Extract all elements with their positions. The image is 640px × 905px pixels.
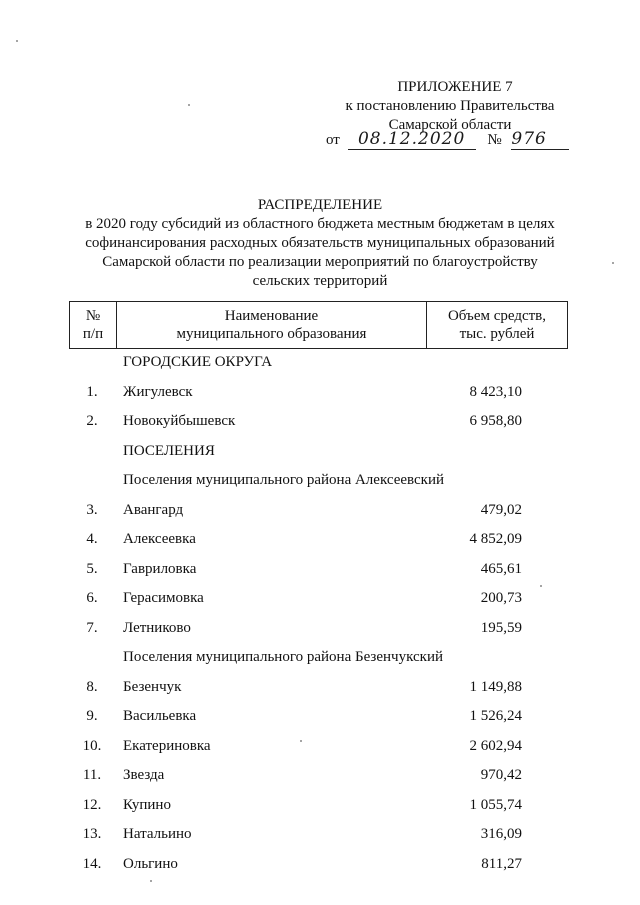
header-number-line-2: п/п <box>82 326 104 342</box>
section-row <box>69 643 568 673</box>
municipality-name: Ольгино <box>123 855 178 872</box>
scan-speck <box>188 104 190 106</box>
row-number: 4. <box>86 531 98 547</box>
header-cell-amount <box>427 302 568 349</box>
amount-value: 316,09 <box>480 826 522 842</box>
scan-speck <box>16 40 18 42</box>
municipality-name: Алексеевка <box>123 531 196 547</box>
scan-speck <box>540 585 542 587</box>
table-row <box>69 555 568 585</box>
heading-line-2: софинансирования расходных обязательств муниципальных образований <box>85 235 555 251</box>
municipality-name: Летниково <box>123 619 191 636</box>
amount-value: 200,73 <box>480 590 522 606</box>
amount-value: 2 602,94 <box>469 737 522 754</box>
section-row <box>69 437 568 467</box>
amount-value: 4 852,09 <box>469 531 522 547</box>
table-row <box>69 584 568 614</box>
municipality-name: Жигулевск <box>123 383 193 400</box>
table-row <box>69 791 568 821</box>
table-row <box>69 407 568 437</box>
section-title: ГОРОДСКИЕ ОКРУГА <box>123 354 273 370</box>
municipality-name: Герасимовка <box>123 590 204 606</box>
municipality-name: Звезда <box>123 767 165 783</box>
amount-value: 1 149,88 <box>469 678 522 695</box>
amount-value: 1 526,24 <box>469 708 522 724</box>
table-row <box>69 732 568 762</box>
header-amount-line-1: Объем средств, <box>447 308 547 324</box>
amount-value: 6 958,80 <box>469 413 522 429</box>
municipality-name: Безенчук <box>123 678 182 695</box>
date-prefix: от <box>326 132 340 148</box>
header-amount-line-2: тыс. рублей <box>459 326 535 342</box>
row-number: 11. <box>82 767 102 783</box>
row-number: 3. <box>86 501 98 518</box>
handwritten-date: 08.12.2020 <box>348 129 476 150</box>
amount-value: 811,27 <box>481 855 522 872</box>
row-number: 2. <box>86 413 98 429</box>
table-row <box>69 614 568 644</box>
municipality-name: Гавриловка <box>123 560 197 577</box>
section-row <box>69 348 568 378</box>
order-date-number <box>326 129 569 150</box>
heading-line-3: Самарской области по реализации мероприятий по благоустройству <box>102 254 538 270</box>
scan-speck <box>150 880 152 882</box>
header-name-line-2: муниципального образования <box>176 326 367 342</box>
municipality-name: Купино <box>123 796 171 813</box>
row-number: 1. <box>86 383 98 400</box>
header-cell-name <box>117 302 427 349</box>
section-title: ПОСЕЛЕНИЯ <box>123 442 215 459</box>
appendix-region: Самарской области <box>388 117 512 133</box>
table-row <box>69 761 568 791</box>
section-row <box>69 466 568 496</box>
amount-value: 1 055,74 <box>469 796 522 813</box>
municipality-name: Васильевка <box>123 708 197 724</box>
table-body <box>69 348 568 879</box>
section-title: Поселения муниципального района Алексеевский <box>123 472 445 488</box>
table-row <box>69 525 568 555</box>
amount-value: 970,42 <box>480 767 522 783</box>
amount-value: 465,61 <box>480 560 522 577</box>
section-title: Поселения муниципального района Безенчукский <box>123 649 443 665</box>
row-number: 14. <box>82 855 102 872</box>
row-number: 9. <box>86 708 98 724</box>
scan-speck <box>300 740 302 742</box>
document-heading <box>60 196 580 291</box>
row-number: 5. <box>86 560 98 577</box>
appendix-title: ПРИЛОЖЕНИЕ 7 <box>397 79 513 95</box>
table-row <box>69 673 568 703</box>
municipality-name: Авангард <box>123 501 184 518</box>
heading-title: РАСПРЕДЕЛЕНИЕ <box>257 197 383 213</box>
row-number: 8. <box>86 678 98 695</box>
table-row <box>69 820 568 850</box>
row-number: 7. <box>86 619 98 636</box>
table-row <box>69 378 568 408</box>
table-header <box>69 301 568 349</box>
scan-speck <box>612 262 614 264</box>
appendix-reference: к постановлению Правительства <box>345 98 555 114</box>
handwritten-number: 976 <box>511 129 569 150</box>
row-number: 13. <box>82 826 102 842</box>
amount-value: 8 423,10 <box>469 383 522 400</box>
header-cell-number <box>70 302 117 349</box>
table-row <box>69 702 568 732</box>
header-name-line-1: Наименование <box>224 308 319 324</box>
amount-value: 195,59 <box>480 619 522 636</box>
row-number: 6. <box>86 590 98 606</box>
table-row <box>69 496 568 526</box>
municipality-name: Екатериновка <box>123 737 211 754</box>
heading-line-4: сельских территорий <box>252 273 388 289</box>
appendix-block <box>300 78 600 135</box>
header-number-line-1: № <box>85 308 101 324</box>
table-row <box>69 850 568 880</box>
row-number: 12. <box>82 796 102 813</box>
heading-line-1: в 2020 году субсидий из областного бюджета местным бюджетам в целях <box>85 216 555 232</box>
municipality-name: Новокуйбышевск <box>123 413 236 429</box>
number-prefix: № <box>487 132 502 148</box>
row-number: 10. <box>82 737 102 754</box>
amount-value: 479,02 <box>480 501 522 518</box>
municipality-name: Натальино <box>123 826 192 842</box>
